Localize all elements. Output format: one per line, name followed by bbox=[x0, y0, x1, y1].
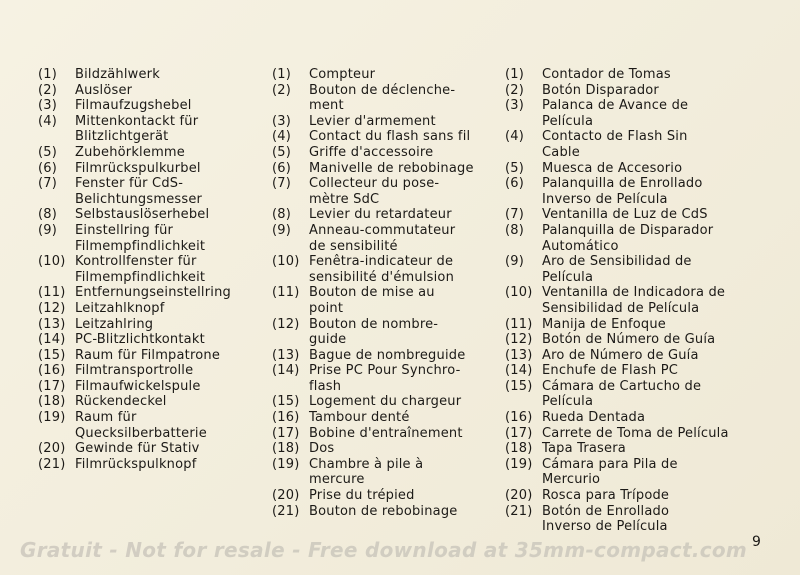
spanish-list-item bbox=[505, 176, 770, 207]
item-label: Einstellring für Filmempfindlichkeit bbox=[75, 222, 206, 254]
item-label: Logement du chargeur bbox=[309, 394, 462, 410]
item-number: (2) bbox=[38, 82, 58, 98]
french-parts-list bbox=[272, 67, 504, 519]
german-list-item bbox=[38, 254, 268, 285]
item-number: (11) bbox=[272, 285, 300, 301]
item-number: (2) bbox=[505, 82, 525, 98]
item-number: (14) bbox=[272, 363, 300, 379]
item-number: (6) bbox=[272, 160, 292, 176]
item-label: Anneau-commutateur de sensibilité bbox=[309, 222, 456, 254]
item-label: Mittenkontackt für Blitzlichtgerät bbox=[75, 113, 199, 145]
german-list-item bbox=[38, 379, 268, 395]
french-list-item bbox=[272, 426, 504, 442]
spanish-list-item bbox=[505, 457, 770, 488]
item-label: Filmrückspulknopf bbox=[75, 456, 197, 472]
item-number: (5) bbox=[505, 160, 525, 176]
item-label: Carrete de Toma de Película bbox=[542, 425, 729, 441]
item-label: Tapa Trasera bbox=[542, 441, 626, 457]
spanish-list-item bbox=[505, 98, 770, 129]
item-label: Raum für Filmpatrone bbox=[75, 347, 221, 363]
item-label: Bobine d'entraînement bbox=[309, 425, 463, 441]
item-label: Kontrollfenster für Filmempfindlichkeit bbox=[75, 254, 206, 285]
german-list-item bbox=[38, 223, 268, 254]
item-label: Griffe d'accessoire bbox=[309, 144, 434, 160]
item-label: Entfernungseinstellring bbox=[75, 285, 231, 301]
item-number: (1) bbox=[505, 67, 525, 82]
watermark-text: Gratuit - Not for resale - Free download at 35mm-compact.com bbox=[20, 538, 748, 562]
german-list-item bbox=[38, 441, 268, 457]
item-number: (10) bbox=[505, 285, 533, 301]
item-number: (18) bbox=[272, 441, 300, 457]
item-number: (9) bbox=[505, 254, 525, 270]
item-label: Muesca de Accesorio bbox=[542, 160, 683, 176]
french-list-item bbox=[272, 176, 504, 207]
item-label: Filmrückspulkurbel bbox=[75, 160, 201, 176]
spanish-list-item bbox=[505, 254, 770, 285]
spanish-list-item bbox=[505, 379, 770, 410]
item-label: Zubehörklemme bbox=[75, 144, 185, 160]
item-label: Enchufe de Flash PC bbox=[542, 363, 679, 379]
item-number: (3) bbox=[272, 113, 292, 129]
item-number: (18) bbox=[38, 394, 66, 410]
item-number: (16) bbox=[505, 410, 533, 426]
item-number: (17) bbox=[272, 425, 300, 441]
item-label: Aro de Número de Guía bbox=[542, 347, 699, 363]
item-number: (13) bbox=[38, 316, 66, 332]
item-number: (16) bbox=[38, 363, 66, 379]
item-number: (4) bbox=[38, 113, 58, 129]
spanish-list-item bbox=[505, 317, 770, 333]
item-number: (14) bbox=[38, 332, 66, 348]
item-number: (15) bbox=[38, 347, 66, 363]
item-number: (11) bbox=[38, 285, 66, 301]
german-list-item bbox=[38, 83, 268, 99]
french-list-item bbox=[272, 441, 504, 457]
german-list-item bbox=[38, 457, 268, 473]
item-label: Prise du trépied bbox=[309, 488, 415, 504]
item-label: Manija de Enfoque bbox=[542, 316, 666, 332]
item-label: Cámara de Cartucho de Película bbox=[542, 378, 702, 410]
item-label: Bague de nombreguide bbox=[309, 347, 466, 363]
spanish-list-item bbox=[505, 161, 770, 177]
item-label: Leitzahlring bbox=[75, 316, 154, 332]
item-label: Levier du retardateur bbox=[309, 207, 452, 223]
french-list-item bbox=[272, 254, 504, 285]
item-number: (3) bbox=[505, 98, 525, 114]
german-list-item bbox=[38, 301, 268, 317]
item-label: Compteur bbox=[309, 67, 376, 82]
item-number: (2) bbox=[272, 82, 292, 98]
spanish-list-item bbox=[505, 83, 770, 99]
item-number: (17) bbox=[505, 425, 533, 441]
item-number: (7) bbox=[38, 176, 58, 192]
page-number: 9 bbox=[752, 534, 761, 550]
spanish-list-item bbox=[505, 67, 770, 83]
french-list-item bbox=[272, 488, 504, 504]
spanish-list-item bbox=[505, 285, 770, 316]
french-list-item bbox=[272, 504, 504, 520]
item-number: (4) bbox=[505, 129, 525, 145]
item-number: (14) bbox=[505, 363, 533, 379]
item-number: (15) bbox=[505, 378, 533, 394]
german-list-item bbox=[38, 410, 268, 441]
item-label: Tambour denté bbox=[309, 410, 410, 426]
item-label: Ventanilla de Indicadora de Sensibilidad de Película bbox=[542, 285, 726, 316]
item-label: Bouton de rebobinage bbox=[309, 503, 458, 519]
french-list-item bbox=[272, 67, 504, 83]
item-number: (19) bbox=[505, 456, 533, 472]
item-label: Rosca para Trípode bbox=[542, 488, 670, 504]
item-label: Botón de Enrollado Inverso de Película bbox=[542, 503, 670, 535]
item-number: (13) bbox=[505, 347, 533, 363]
german-list-item bbox=[38, 348, 268, 364]
item-label: Filmaufwickelspule bbox=[75, 378, 201, 394]
french-list-item bbox=[272, 83, 504, 114]
french-list-item bbox=[272, 161, 504, 177]
french-list-item bbox=[272, 145, 504, 161]
item-number: (8) bbox=[38, 207, 58, 223]
item-label: Rückendeckel bbox=[75, 394, 167, 410]
french-list-item bbox=[272, 394, 504, 410]
item-label: Palanquilla de Enrollado Inverso de Película bbox=[542, 176, 703, 207]
item-number: (8) bbox=[272, 207, 292, 223]
item-label: Fenêtra-indicateur de sensibilité d'émulsion bbox=[309, 254, 455, 285]
spanish-list-item bbox=[505, 223, 770, 254]
item-label: Bouton de mise au point bbox=[309, 285, 435, 316]
spanish-list-item bbox=[505, 332, 770, 348]
german-list-item bbox=[38, 161, 268, 177]
item-number: (21) bbox=[38, 456, 66, 472]
spanish-list-item bbox=[505, 504, 770, 535]
french-list-item bbox=[272, 457, 504, 488]
item-number: (3) bbox=[38, 98, 58, 114]
item-label: Chambre à pile à mercure bbox=[309, 456, 424, 488]
item-number: (8) bbox=[505, 222, 525, 238]
spanish-list-item bbox=[505, 426, 770, 442]
item-number: (16) bbox=[272, 410, 300, 426]
spanish-list-item bbox=[505, 488, 770, 504]
item-label: Contacto de Flash Sin Cable bbox=[542, 129, 688, 160]
item-number: (1) bbox=[272, 67, 292, 82]
item-label: Contact du flash sans fil bbox=[309, 129, 471, 145]
item-label: Collecteur du pose- mètre SdC bbox=[309, 176, 440, 207]
item-number: (20) bbox=[272, 488, 300, 504]
french-list-item bbox=[272, 207, 504, 223]
item-number: (5) bbox=[272, 144, 292, 160]
item-number: (15) bbox=[272, 394, 300, 410]
item-label: Palanca de Avance de Película bbox=[542, 98, 689, 129]
spanish-list-item bbox=[505, 363, 770, 379]
item-label: Botón de Número de Guía bbox=[542, 332, 716, 348]
item-number: (10) bbox=[38, 254, 66, 270]
item-number: (5) bbox=[38, 144, 58, 160]
item-number: (19) bbox=[38, 410, 66, 426]
item-label: Dos bbox=[309, 441, 335, 457]
item-label: Manivelle de rebobinage bbox=[309, 160, 474, 176]
item-number: (21) bbox=[505, 503, 533, 519]
item-label: Fenster für CdS- Belichtungsmesser bbox=[75, 176, 203, 207]
german-list-item bbox=[38, 394, 268, 410]
item-number: (12) bbox=[38, 300, 66, 316]
spanish-list-item bbox=[505, 410, 770, 426]
german-list-item bbox=[38, 114, 268, 145]
item-label: Gewinde für Stativ bbox=[75, 441, 200, 457]
german-list-item bbox=[38, 98, 268, 114]
item-number: (9) bbox=[272, 222, 292, 238]
item-label: Palanquilla de Disparador Automático bbox=[542, 222, 714, 254]
item-label: Rueda Dentada bbox=[542, 410, 646, 426]
item-number: (10) bbox=[272, 254, 300, 270]
item-label: Leitzahlknopf bbox=[75, 300, 165, 316]
item-number: (1) bbox=[38, 67, 58, 82]
item-label: Aro de Sensibilidad de Película bbox=[542, 254, 692, 285]
spanish-parts-list bbox=[505, 67, 770, 535]
item-number: (6) bbox=[505, 176, 525, 192]
item-label: Auslöser bbox=[75, 82, 133, 98]
german-list-item bbox=[38, 67, 268, 83]
item-label: Botón Disparador bbox=[542, 82, 659, 98]
german-list-item bbox=[38, 317, 268, 333]
german-list-item bbox=[38, 207, 268, 223]
french-list-item bbox=[272, 223, 504, 254]
german-parts-list bbox=[38, 67, 268, 472]
item-label: Selbstauslöserhebel bbox=[75, 207, 210, 223]
french-list-item bbox=[272, 410, 504, 426]
german-list-item bbox=[38, 176, 268, 207]
item-number: (7) bbox=[505, 207, 525, 223]
item-label: Filmaufzugshebel bbox=[75, 98, 192, 114]
french-list-item bbox=[272, 317, 504, 348]
spanish-list-item bbox=[505, 441, 770, 457]
german-list-item bbox=[38, 145, 268, 161]
item-number: (13) bbox=[272, 347, 300, 363]
french-list-item bbox=[272, 348, 504, 364]
item-number: (19) bbox=[272, 456, 300, 472]
item-label: Ventanilla de Luz de CdS bbox=[542, 207, 708, 223]
item-number: (6) bbox=[38, 160, 58, 176]
french-list-item bbox=[272, 363, 504, 394]
item-number: (20) bbox=[38, 441, 66, 457]
french-list-item bbox=[272, 129, 504, 145]
item-number: (20) bbox=[505, 488, 533, 504]
german-list-item bbox=[38, 332, 268, 348]
item-label: Levier d'armement bbox=[309, 113, 436, 129]
german-list-item bbox=[38, 363, 268, 379]
german-list-item bbox=[38, 285, 268, 301]
item-label: Bouton de déclenche- ment bbox=[309, 82, 456, 114]
item-number: (17) bbox=[38, 378, 66, 394]
item-label: Filmtransportrolle bbox=[75, 363, 194, 379]
item-label: Bouton de nombre- guide bbox=[309, 316, 439, 348]
item-number: (9) bbox=[38, 222, 58, 238]
item-label: Prise PC Pour Synchro- flash bbox=[309, 363, 461, 394]
french-list-item bbox=[272, 114, 504, 130]
item-number: (18) bbox=[505, 441, 533, 457]
spanish-list-item bbox=[505, 129, 770, 160]
item-label: Bildzählwerk bbox=[75, 67, 160, 82]
item-number: (12) bbox=[272, 316, 300, 332]
item-number: (7) bbox=[272, 176, 292, 192]
item-number: (11) bbox=[505, 316, 533, 332]
item-label: PC-Blitzlichtkontakt bbox=[75, 332, 205, 348]
french-list-item bbox=[272, 285, 504, 316]
item-label: Cámara para Pila de Mercurio bbox=[542, 456, 678, 488]
item-label: Raum für Quecksilberbatterie bbox=[75, 410, 207, 441]
spanish-list-item bbox=[505, 348, 770, 364]
item-number: (12) bbox=[505, 332, 533, 348]
spanish-list-item bbox=[505, 207, 770, 223]
item-number: (4) bbox=[272, 129, 292, 145]
item-number: (21) bbox=[272, 503, 300, 519]
item-label: Contador de Tomas bbox=[542, 67, 671, 82]
